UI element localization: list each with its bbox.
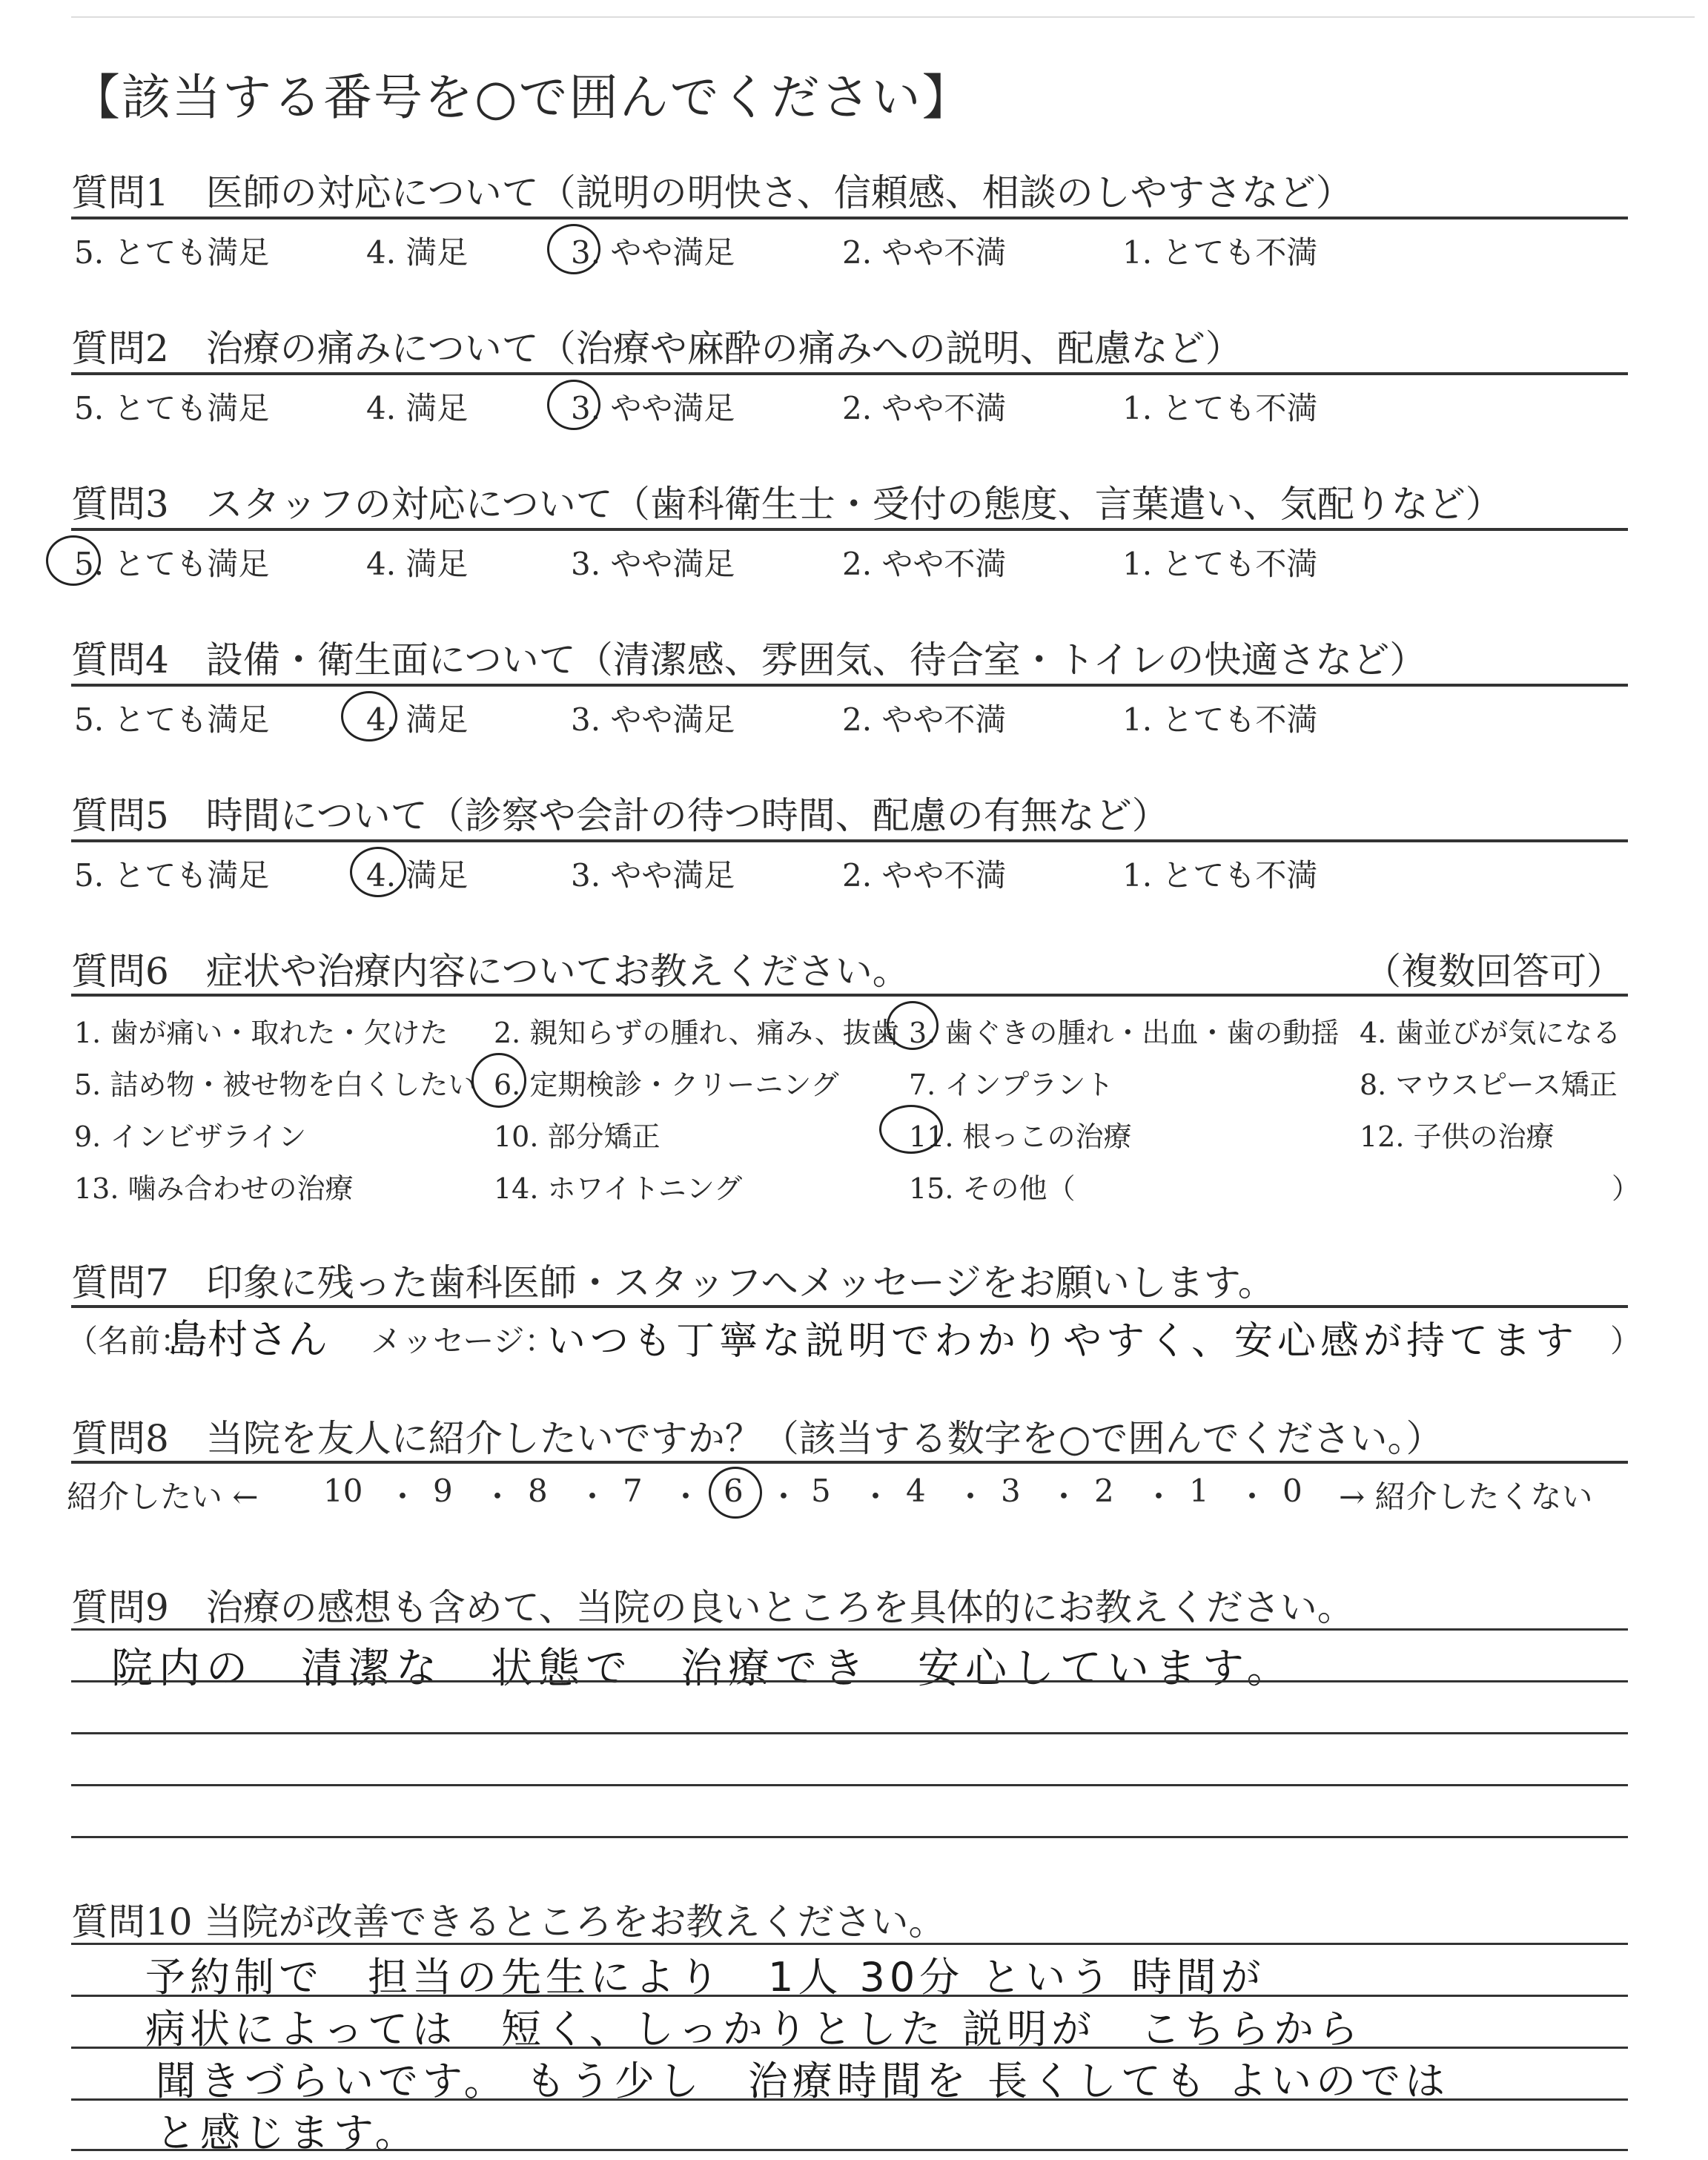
q8-scale-8[interactable]: 8 <box>528 1473 548 1509</box>
q8-scale-4[interactable]: 4 <box>906 1473 926 1509</box>
q8-dot: ・ <box>860 1479 892 1515</box>
q6-selected-circle-6 <box>471 1053 526 1108</box>
q1-option-5[interactable]: 5. とても満足 <box>74 234 270 271</box>
q8-scale-5[interactable]: 5 <box>811 1473 831 1509</box>
q4-selected-circle <box>341 691 397 742</box>
q8-dot: ・ <box>768 1479 800 1515</box>
q6-selected-circle-11 <box>879 1105 943 1154</box>
q6-option-14[interactable]: 14. ホワイトニング <box>494 1172 743 1205</box>
q6-option-6[interactable]: 6. 定期検診・クリーニング <box>494 1069 839 1101</box>
q10-answer-line-3[interactable]: 聞きづらいです。 もう少し 治療時間を 長くしても よいのでは <box>156 2058 1450 2104</box>
top-border <box>71 16 1695 18</box>
q3-option-3[interactable]: 3. やや満足 <box>571 546 735 582</box>
q2-option-5[interactable]: 5. とても満足 <box>74 390 270 426</box>
q8-dot: ・ <box>577 1479 609 1515</box>
q5-option-2[interactable]: 2. やや不満 <box>842 857 1007 894</box>
q5-option-5[interactable]: 5. とても満足 <box>74 857 270 894</box>
q4-option-3[interactable]: 3. やや満足 <box>571 701 735 738</box>
q8-scale-2[interactable]: 2 <box>1094 1473 1114 1509</box>
q10-line-5 <box>71 2149 1628 2151</box>
q1-option-4[interactable]: 4. 満足 <box>366 234 469 271</box>
q7-close-paren: ） <box>1610 1323 1642 1359</box>
q8-scale-9[interactable]: 9 <box>433 1473 453 1509</box>
q5-option-1[interactable]: 1. とても不満 <box>1122 857 1318 894</box>
q8-left-label: 紹介したい ← <box>67 1479 259 1515</box>
q2-rule <box>71 372 1628 375</box>
q4-option-5[interactable]: 5. とても満足 <box>74 701 270 738</box>
q6-title: 質問6 症状や治療内容についてお教えください。 <box>71 950 910 993</box>
q9-line-1 <box>71 1628 1628 1631</box>
q6-option-4[interactable]: 4. 歯並びが気になる <box>1360 1017 1621 1049</box>
q8-scale-1[interactable]: 1 <box>1189 1473 1209 1509</box>
q8-dot: ・ <box>955 1479 987 1515</box>
q9-line-5 <box>71 1836 1628 1838</box>
q4-option-2[interactable]: 2. やや不満 <box>842 701 1007 738</box>
q9-line-2 <box>71 1680 1628 1682</box>
q4-rule <box>71 684 1628 687</box>
q6-option-5[interactable]: 5. 詰め物・被せ物を白くしたい <box>74 1069 477 1101</box>
q10-line-2 <box>71 1995 1628 1997</box>
q2-title: 質問2 治療の痛みについて（治療や麻酔の痛みへの説明、配慮など） <box>71 327 1242 370</box>
q10-answer-line-2[interactable]: 病状によっては 短く、しっかりとした 説明が こちらから <box>145 2006 1363 2052</box>
q10-answer-line-4[interactable]: と感じます。 <box>156 2110 420 2156</box>
q3-option-5[interactable]: 5. とても満足 <box>74 546 270 582</box>
q4-option-4[interactable]: 4. 満足 <box>366 701 469 738</box>
q2-option-1[interactable]: 1. とても不満 <box>1122 390 1318 426</box>
q6-selected-circle-3 <box>887 1001 939 1050</box>
q9-title: 質問9 治療の感想も含めて、当院の良いところを具体的にお教えください。 <box>71 1586 1354 1629</box>
q8-scale-3[interactable]: 3 <box>1001 1473 1021 1509</box>
q6-option-15[interactable]: 15. その他（ <box>909 1172 1076 1205</box>
q7-name-label: （名前： <box>67 1323 192 1359</box>
q6-option-3[interactable]: 3. 歯ぐきの腫れ・出血・歯の動揺 <box>909 1017 1340 1049</box>
q8-dot: ・ <box>387 1479 419 1515</box>
q8-dot: ・ <box>1143 1479 1175 1515</box>
q3-option-1[interactable]: 1. とても不満 <box>1122 546 1318 582</box>
q2-option-4[interactable]: 4. 満足 <box>366 390 469 426</box>
q6-option-13[interactable]: 13. 噛み合わせの治療 <box>74 1172 354 1205</box>
q8-dot: ・ <box>482 1479 514 1515</box>
q1-option-2[interactable]: 2. やや不満 <box>842 234 1007 271</box>
q9-line-3 <box>71 1732 1628 1734</box>
q10-line-4 <box>71 2098 1628 2101</box>
q10-line-1 <box>71 1943 1628 1945</box>
q6-option-11[interactable]: 11. 根っこの治療 <box>909 1120 1132 1153</box>
q3-rule <box>71 528 1628 531</box>
q6-option-1[interactable]: 1. 歯が痛い・取れた・欠けた <box>74 1017 448 1049</box>
q2-option-3[interactable]: 3. やや満足 <box>571 390 735 426</box>
q5-selected-circle <box>350 847 406 897</box>
q1-rule <box>71 217 1628 219</box>
q1-title: 質問1 医師の対応について（説明の明快さ、信頼感、相談のしやすさなど） <box>71 171 1353 214</box>
q6-option-7[interactable]: 7. インプラント <box>909 1069 1114 1101</box>
q4-title: 質問4 設備・衛生面について（清潔感、雰囲気、待合室・トイレの快適さなど） <box>71 638 1427 681</box>
q5-option-4[interactable]: 4. 満足 <box>366 857 469 894</box>
q6-note: （複数回答可） <box>1364 950 1623 993</box>
q6-option-12[interactable]: 12. 子供の治療 <box>1360 1120 1555 1153</box>
q8-right-label: → 紹介したくない <box>1339 1479 1593 1515</box>
q8-dot: ・ <box>1048 1479 1080 1515</box>
q1-option-3[interactable]: 3. やや満足 <box>571 234 735 271</box>
q2-option-2[interactable]: 2. やや不満 <box>842 390 1007 426</box>
q2-selected-circle <box>547 380 600 430</box>
q8-selected-circle <box>709 1467 762 1519</box>
q6-option-10[interactable]: 10. 部分矯正 <box>494 1120 661 1153</box>
q8-dot: ・ <box>1237 1479 1268 1515</box>
q3-option-4[interactable]: 4. 満足 <box>366 546 469 582</box>
q6-option-9[interactable]: 9. インビザライン <box>74 1120 307 1153</box>
q6-option-8[interactable]: 8. マウスピース矯正 <box>1360 1069 1618 1101</box>
q1-selected-circle <box>547 224 600 274</box>
page-header: 【該当する番号を○で囲んでください】 <box>71 69 973 126</box>
q5-title: 質問5 時間について（診察や会計の待つ時間、配慮の有無など） <box>71 794 1169 837</box>
q3-title: 質問3 スタッフの対応について（歯科衛生士・受付の態度、言葉遣い、気配りなど） <box>71 483 1503 526</box>
q5-rule <box>71 839 1628 842</box>
q9-answer-line-1[interactable]: 院内の 清潔な 状態で 治療でき 安心しています。 <box>111 1645 1294 1693</box>
q8-scale-6[interactable]: 6 <box>724 1473 744 1509</box>
q9-line-4 <box>71 1784 1628 1786</box>
q8-dot: ・ <box>670 1479 702 1515</box>
q8-scale-10[interactable]: 10 <box>323 1473 363 1509</box>
q8-rule <box>71 1461 1628 1464</box>
q6-other-close: ） <box>1612 1172 1641 1205</box>
q10-answer-line-1[interactable]: 予約制で 担当の先生により 1人 30分 という 時間が <box>145 1954 1265 2001</box>
q8-title: 質問8 当院を友人に紹介したいですか？（該当する数字を○で囲んでください。） <box>71 1417 1443 1460</box>
q4-option-1[interactable]: 1. とても不満 <box>1122 701 1318 738</box>
q10-line-3 <box>71 2047 1628 2049</box>
q7-message-label: メッセージ： <box>371 1323 556 1359</box>
q7-name-value[interactable]: 島村さん <box>168 1316 328 1363</box>
q1-option-1[interactable]: 1. とても不満 <box>1122 234 1318 271</box>
q8-scale-0[interactable]: 0 <box>1282 1473 1302 1509</box>
q8-scale-7[interactable]: 7 <box>623 1473 643 1509</box>
q3-option-2[interactable]: 2. やや不満 <box>842 546 1007 582</box>
q7-title: 質問7 印象に残った歯科医師・スタッフへメッセージをお願いします。 <box>71 1261 1275 1304</box>
q3-selected-circle <box>46 535 101 586</box>
q10-title: 質問10 当院が改善できるところをお教えください。 <box>71 1900 946 1943</box>
q7-message-value[interactable]: いつも丁寧な説明でわかりやすく、安心感が持てます <box>547 1319 1578 1364</box>
q6-option-2[interactable]: 2. 親知らずの腫れ、痛み、抜歯 <box>494 1017 899 1049</box>
q5-option-3[interactable]: 3. やや満足 <box>571 857 735 894</box>
q6-rule <box>71 994 1628 997</box>
